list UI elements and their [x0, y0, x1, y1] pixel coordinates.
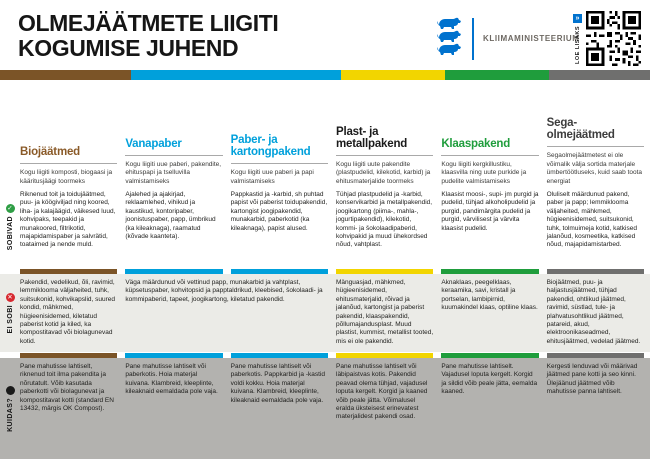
- column-headers: [20, 80, 644, 186]
- column-header-vanapaber: [125, 80, 222, 186]
- ministry-logo: [437, 16, 580, 61]
- color-bar-segment: [231, 353, 328, 358]
- page-title-line2: KOGUMISE JUHEND: [18, 35, 239, 62]
- dot-circle-icon: [6, 386, 15, 395]
- ministry-name: KLIIMAMINISTEERIUM: [483, 34, 580, 43]
- qr-block: [573, 11, 641, 71]
- row-band-ei-sobi: [0, 274, 650, 352]
- color-bar-segment: [547, 353, 644, 358]
- kuidas-cell-segaolme: Kergesti lenduvad või määrivad jäätmed pane kotti ja seo kinni. Ülejäänud jäätmed võib mahutisse panna lahtiselt.: [546, 363, 638, 396]
- kuidas-cell-paberpakend: Pane mahutisse lahtiselt või paberkotis. Pappkarbid ja -kastid voldi kokku. Hoia materjal kuivana. Klambreid, kleeplinte, kileaknaid eemaldada pole vaja.: [230, 363, 325, 404]
- column-description: Kogu liigiti uue paberi, pakendite, ehituspapi ja tselluvilla valmistamiseks: [125, 160, 222, 185]
- kuidas-cell-plastpakend: Pane mahutisse lahtiselt või läbipaistvas kotis. Pakendid peavad olema tühjad, vajadusel loputa kergelt. Korgid ja kaaned võib peale jätta. Võimalusel eralda üksteisest erinevatest materjalidest pakendi osad.: [336, 363, 428, 421]
- column-description: Kogu liigiti kergkillustiku, klaasvilla ning uute purkide ja pudelite valmistamiseks: [441, 160, 527, 185]
- header: [0, 0, 650, 70]
- color-bar-segment: [231, 269, 328, 274]
- eisobi-cell-segaolme: Biojäätmed, puu- ja haljastusjäätmed, tühjad pakendid, ohtlikud jäätmed, ravimid, süstlad, tule- ja plahvatusohtlikud jäätmed, patareid, akud, elektroonikaseadmed, ehitusjäätmed, vedelad jäätmed.: [546, 279, 641, 345]
- column-description: Segaolmejäätmetest ei ole võimalik välja sortida materjale ümbertöötluseks, kuid saab toota energiat: [546, 152, 643, 185]
- column-divider: [547, 146, 644, 147]
- color-bar-segment: [336, 353, 433, 358]
- external-link-icon: »: [573, 14, 582, 23]
- color-bar-segment: [547, 269, 644, 274]
- eisobi-cell-paber-merged: Väga määrdunud või vettinud papp, munakarbid ja vahtplast, küpsetuspaber, kohvitopsid ja papptaldrikud, kleebised, šokolaadi- ja kommipaberid, tapeet, joogikartong, kiletatud pakendid.: [125, 279, 323, 303]
- color-bar-segment: [336, 269, 433, 274]
- row-header-sobivad: [0, 186, 20, 268]
- kuidas-cell-vanapaber: Pane mahutisse lahtiselt või paberkotis. Hoia materjal kuivana. Klambreid, kleeplinte, kileaknaid eemaldada pole vaja.: [125, 363, 218, 396]
- sobivad-cell-bio: Riknenud toit ja toidujäätmed, puu- ja köögiviljad ning koored, liha- ja kalajäägid, väikesed luud, kohvipaks, teepakid ja munakoored, filtrikotid, majapidamispaber ja salvrätid, toataimed ja nende muld.: [20, 191, 116, 249]
- page-title-line1: OLMEJÄÄTMETE LIIGITI: [18, 10, 279, 36]
- color-bar-segment: [441, 353, 538, 358]
- column-divider: [336, 155, 433, 156]
- column-header-plastpakend: [336, 80, 433, 186]
- eisobi-cell-bio: Pakendid, vedelikud, õli, ravimid, lemmiklooma väljaheited, tuhk, suitsukonid, kohvikapslid, suured kondid, mähkmed, hügieenisidemed, kiletatud paberist kotid ja kiled, ka kompostitavad või biolagunevad kotid.: [20, 279, 116, 345]
- page-title: [18, 11, 278, 62]
- row-label: KUIDAS?: [6, 397, 14, 432]
- row-header-ei-sobi: [0, 274, 20, 352]
- column-title: Plast- ja metallpakend: [336, 125, 408, 150]
- color-bar: [0, 70, 650, 80]
- color-bar-segment: [125, 269, 222, 274]
- column-title: Paber- ja kartongpakend: [230, 134, 311, 159]
- sobivad-cell-paberpakend: Pappkastid ja -karbid, sh puhtad papist või paberist toidupakendid, kartongist joogipakendid, munakarbid, paberkotid (ka kileaknaga), papist alused.: [230, 191, 328, 232]
- eisobi-cell-plastpakend: Mänguasjad, mähkmed, hügieenisidemed, ehitusmaterjalid, rõivad ja jalanõud, kartongist ja paberist pakendid, klaaspakendid, põllumajandusplast. Muud plastist, kummist, metallist tooted, mis ei ole pakendid.: [336, 279, 434, 345]
- column-divider: [441, 155, 538, 156]
- sobivad-cell-vanapaber: Ajalehed ja ajakirjad, reklaamlehed, vihikud ja kaustikud, kontoripaber, joonistuspaber, papp, ümbrikud (ka kileaknaga), raamatud (kõvade kaanteta).: [125, 191, 216, 240]
- column-title: Sega-olmejäätmed: [546, 117, 615, 142]
- qr-code: [586, 11, 641, 71]
- sobivad-cell-plastpakend: Tühjad plastpudelid ja -karbid, konservikarbid ja metallpakendid, joogikartong (piima-, mahla-, jogurtipakendid), kilekotid, kommi- ja šokolaadipaberid, kohvipakid ja muud ühekordsed nõud, vahtplast.: [336, 191, 433, 249]
- color-bar-segment: [125, 353, 222, 358]
- column-title: Vanapaber: [125, 137, 182, 150]
- color-bar-segment: [441, 269, 538, 274]
- column-description: Kogu liigiti uute pakendite (plastpudelid, kilekotid, karbid) ja ehitusmaterjalide toormeks: [336, 160, 431, 185]
- kuidas-cell-klaaspakend: Pane mahutisse lahtiselt. Vajadusel loputa kergelt. Korgid ja sildid võib peale jätta, eemalda kaaned.: [441, 363, 538, 396]
- sobivad-cell-klaaspakend: Klaasist moosi-, supi- jm purgid ja pudelid, tühjad alkoholipudelid ja purgid, pandimärgita pudelid ja purgid, värvilisest ja värvita klaasist pudelid.: [441, 191, 539, 232]
- logo-divider: [472, 18, 474, 60]
- row-label: SOBIVAD: [6, 215, 14, 251]
- column-title: Biojäätmed: [20, 146, 80, 159]
- column-title: Klaaspakend: [441, 137, 511, 150]
- row-header-kuidas: [0, 358, 20, 459]
- estonia-coat-of-arms-icon: [437, 16, 463, 61]
- eisobi-cell-klaaspakend: Aknaklaas, peegelklaas, keraamika, savi, kristall ja portselan, lambipirnid, kuumakindel klaas, optiline klaas.: [441, 279, 538, 312]
- column-header-bio: [20, 80, 117, 186]
- column-description: Kogu liigiti uue paberi ja papi valmistamiseks: [230, 169, 314, 185]
- x-circle-icon: ✕: [7, 293, 13, 301]
- row-band-sobivad: [0, 186, 650, 268]
- sobivad-cell-segaolme: Oluliselt määrdunud pakend, paber ja papp; lemmiklooma väljaheited, mähkmed, hügieenisidemed, suitsukonid, tuhk, tolmuimeja kotid, katkised jalanõud, kosmeetika, katkised nõud, majapidamistarbed.: [546, 191, 637, 249]
- column-header-klaaspakend: [441, 80, 538, 186]
- kuidas-cell-bio: Pane mahutisse lahtiselt, riknenud toit ilma pakendita ja nõrutatult. Võib kasutada paberkotti või biolagunevat ja kompostitavat kotti (standard EN 13432, märgis OK Compost).: [20, 363, 114, 412]
- color-bar-segment-klaas: [445, 70, 549, 80]
- column-description: Kogu liigiti komposti, biogaasi ja kääritusjäägi toormeks: [20, 169, 113, 185]
- color-bar-segment: [20, 353, 117, 358]
- check-circle-icon: ✓: [7, 204, 13, 212]
- row-label: EI SOBI: [6, 304, 14, 334]
- column-header-paberpakend: [231, 80, 328, 186]
- color-bar-segment: [20, 269, 117, 274]
- row-band-kuidas: [0, 358, 650, 459]
- color-bar-segment-paper: [131, 70, 341, 80]
- color-bar-segment-sega: [549, 70, 650, 80]
- qr-label: LOE LISAKS: [574, 26, 581, 65]
- column-divider: [231, 163, 328, 164]
- column-divider: [20, 163, 117, 164]
- column-header-segaolme: [547, 80, 644, 186]
- color-bar-segment-plast: [341, 70, 445, 80]
- column-divider: [125, 155, 222, 156]
- color-bar-segment-bio: [0, 70, 131, 80]
